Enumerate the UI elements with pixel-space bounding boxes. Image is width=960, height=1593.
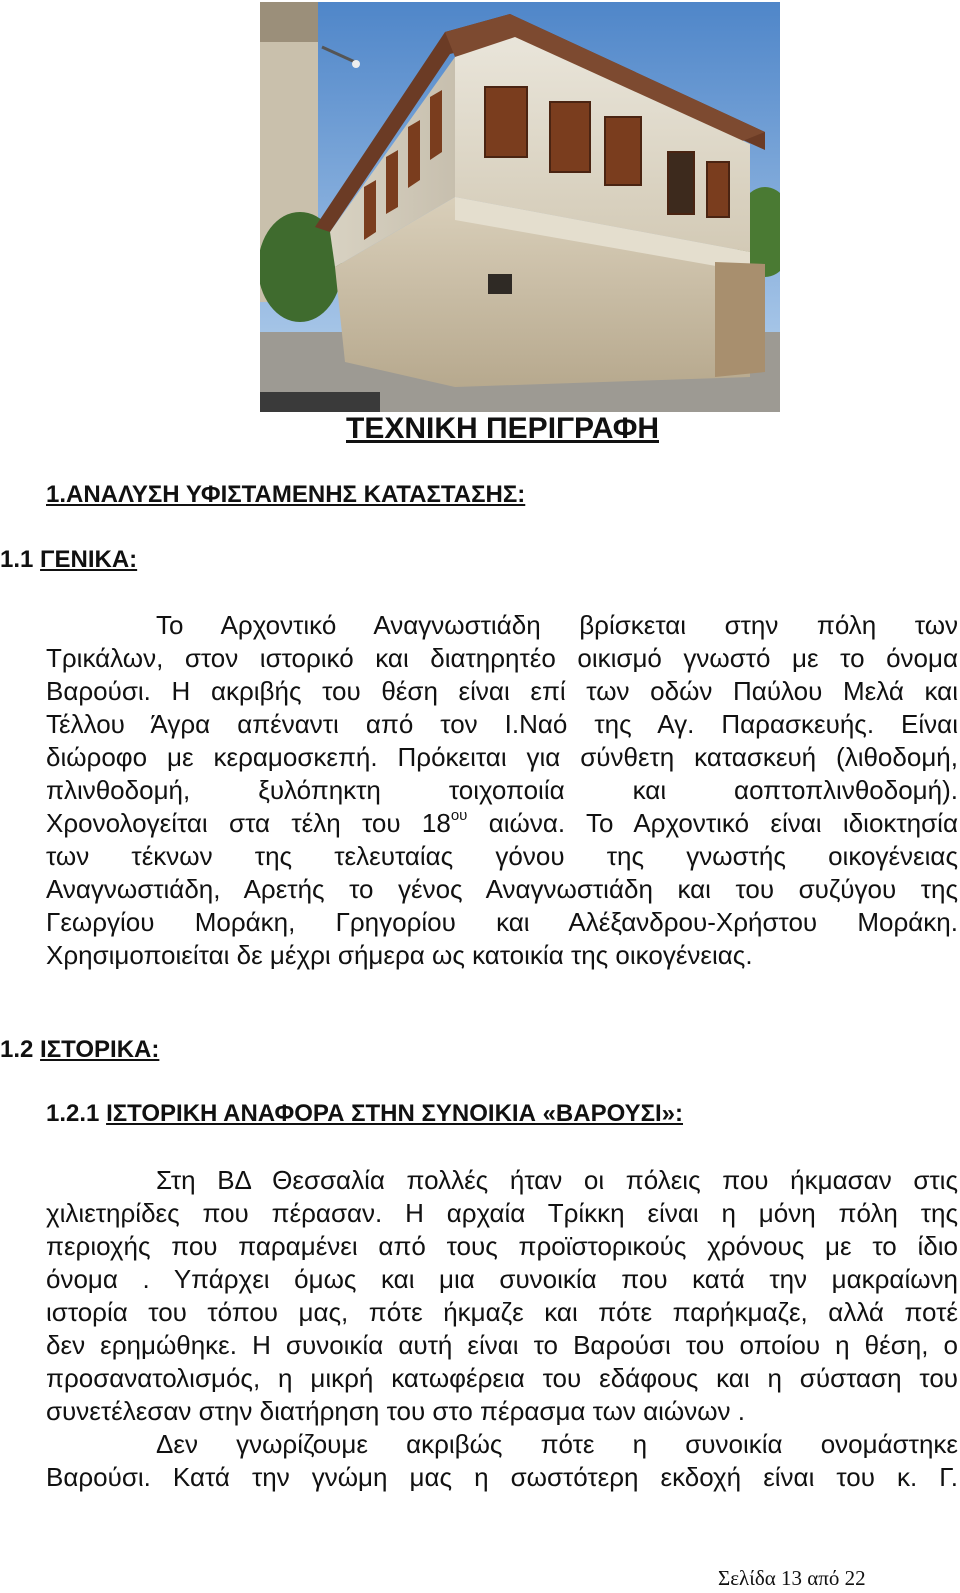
section-label: ΙΣΤΟΡΙΚΑ: <box>40 1036 160 1063</box>
text-line: Το Αρχοντικό Αναγνωστιάδη βρίσκεται στην πόλη των <box>156 610 958 640</box>
text-line: όνομα . Υπάρχει όμως και μια συνοικία που κατά την μακραίωνη <box>46 1264 958 1294</box>
section-heading-1: 1.ΑΝΑΛΥΣΗ ΥΦΙΣΤΑΜΕΝΗΣ ΚΑΤΑΣΤΑΣΗΣ: <box>46 481 526 508</box>
text-segment: αιώνα. Το Αρχοντικό είναι ιδιοκτησία <box>467 808 958 838</box>
text-line: Βαρούσι. Η ακριβής του θέση είναι επί των οδών Παύλου Μελά και <box>46 676 958 706</box>
text-line: ιστορία του τόπου μας, πότε ήκμαζε και πότε παρήκμαζε, αλλά ποτέ <box>46 1297 958 1327</box>
text-segment: Χρονολογείται στα τέλη του 18 <box>46 808 451 838</box>
section-label: ΓΕΝΙΚΑ: <box>40 546 138 573</box>
text-line: Βαρούσι. Κατά την γνώμη μας η σωστότερη εκδοχή είναι του κ. Γ. <box>46 1462 958 1492</box>
section-number: 1.1 <box>0 546 34 573</box>
paragraph-history <box>46 1164 958 1494</box>
section-heading-1-2-1 <box>46 1100 683 1128</box>
text-line: προσανατολισμός, η μικρή κατωφέρεια του εδάφους και η σύσταση του <box>46 1363 958 1393</box>
text-line: περιοχής που παραμένει από τους προϊστορικούς χρόνους με το ίδιο <box>46 1231 958 1261</box>
mansion-photo <box>260 2 780 412</box>
section-number: 1.2.1 <box>46 1100 100 1127</box>
text-line: Τέλλου Άγρα απέναντι από τον Ι.Ναό της Αγ. Παρασκευής. Είναι <box>46 709 958 739</box>
text-line: συνετέλεσαν στην διατήρηση του στο πέρασμα των αιώνων . <box>46 1396 745 1426</box>
text-line: πλινθοδομή, ξυλόπηκτη τοιχοποιία και αοπτοπλινθοδομή). <box>46 775 958 805</box>
page-number: Σελίδα 13 από 22 <box>718 1566 866 1590</box>
text-line: χιλιετηρίδες που πέρασαν. Η αρχαία Τρίκκη είναι η μόνη πόλη της <box>46 1198 958 1228</box>
text-line: Αναγνωστιάδη, Αρετής το γένος Αναγνωστιάδη και του συζύγου της <box>46 874 958 904</box>
section-number: 1.2 <box>0 1036 34 1063</box>
text-line: Γεωργίου Μοράκη, Γρηγορίου και Αλέξανδρου-Χρήστου Μοράκη. <box>46 907 958 937</box>
text-line: δεν ερημώθηκε. Η συνοικία αυτή είναι το Βαρούσι του οποίου η θέση, ο <box>46 1330 958 1360</box>
paragraph-general <box>46 609 958 972</box>
text-line: Τρικάλων, στον ιστορικό και διατηρητέο οικισμό γνωστό με το όνομα <box>46 643 958 673</box>
ordinal-superscript: ου <box>450 807 468 824</box>
section-heading-1-1 <box>0 546 137 574</box>
text-line: Στη ΒΔ Θεσσαλία πολλές ήταν οι πόλεις που ήκμασαν στις <box>156 1165 958 1195</box>
text-line: των τέκνων της τελευταίας γόνου της γνωστής οικογένειας <box>46 841 958 871</box>
section-heading-1-2 <box>0 1036 159 1064</box>
document-title: ΤΕΧΝΙΚΗ ΠΕΡΙΓΡΑΦΗ <box>346 412 659 445</box>
text-line: διώροφο με κεραμοσκεπή. Πρόκειται για σύνθετη κατασκευή (λιθοδομή, <box>46 742 958 772</box>
section-label: ΙΣΤΟΡΙΚΗ ΑΝΑΦΟΡΑ ΣΤΗΝ ΣΥΝΟΙΚΙΑ «ΒΑΡΟΥΣΙ»: <box>106 1100 683 1127</box>
text-line <box>46 807 958 840</box>
text-line: Χρησιμοποιείται δε μέχρι σήμερα ως κατοικία της οικογένειας. <box>46 940 753 970</box>
text-line: Δεν γνωρίζουμε ακριβώς πότε η συνοικία ονομάστηκε <box>156 1429 958 1459</box>
